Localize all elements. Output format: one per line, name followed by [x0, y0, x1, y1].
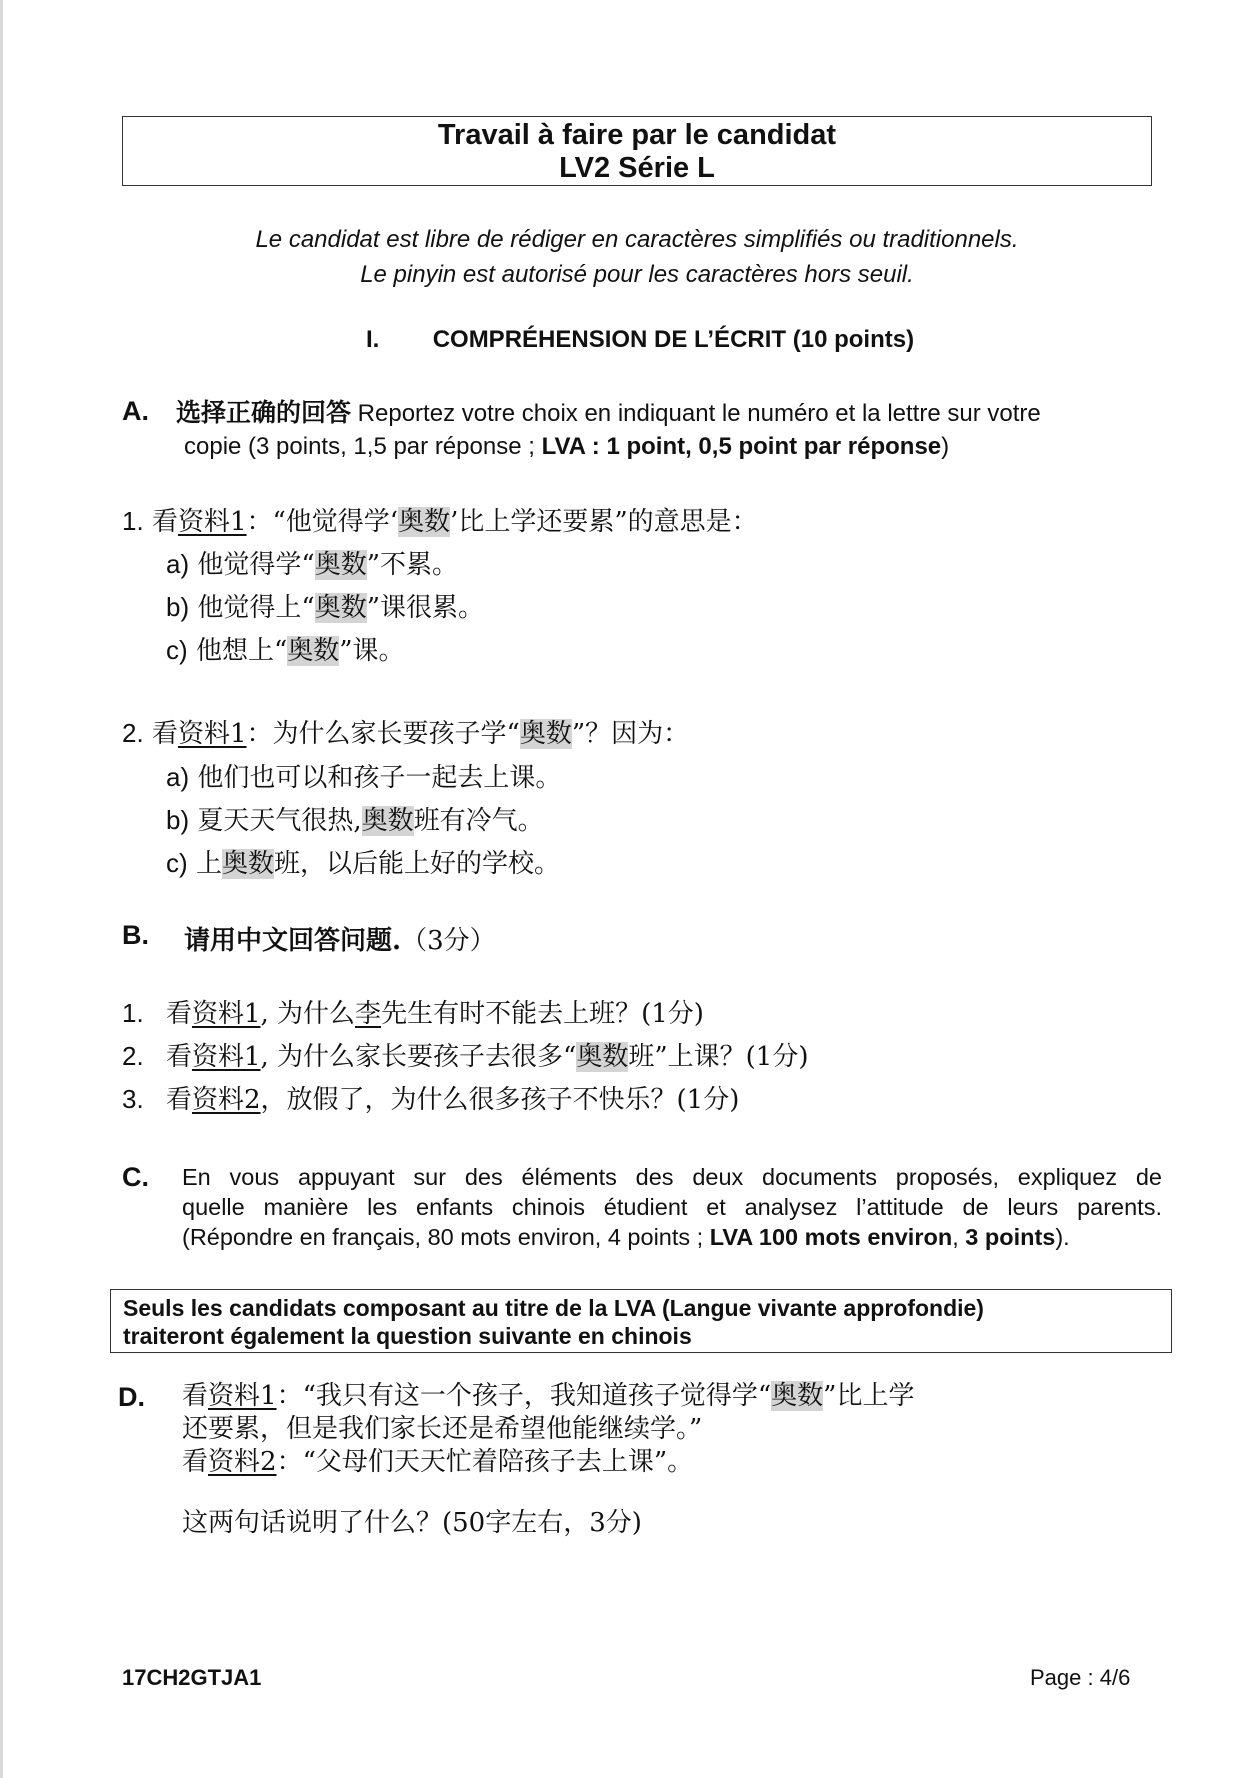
question-text: 先生有时不能去上班？(1分) — [381, 999, 704, 1029]
part-c-line-1: En vous appuyant sur des éléments des deux documents proposés, expliquez de — [182, 1164, 1162, 1190]
part-c-text-span: (Répondre en français, 80 mots environ, 4 points ; — [182, 1224, 710, 1250]
part-a-title: 选择正确的回答 — [176, 398, 352, 427]
a-question-2 — [122, 713, 689, 754]
question-number: 2. — [122, 718, 144, 748]
part-c-text-span: , — [952, 1224, 966, 1250]
lva-notice-line-1: Seuls les candidats composant au titre de la LVA (Langue vivante approfondie) — [123, 1295, 984, 1321]
option-label: a) — [166, 762, 190, 792]
stem-text: ”？因为： — [571, 719, 690, 749]
part-a-letter: A. — [122, 396, 149, 426]
option-label: c) — [166, 848, 188, 878]
a-question-1 — [122, 501, 758, 542]
stem-text: ：“他觉得学‘ — [246, 507, 399, 537]
part-b-points: （3分） — [401, 926, 496, 956]
part-a-instr-close: ) — [941, 433, 950, 460]
question-number: 1. — [122, 998, 144, 1028]
instruction-line-2: Le pinyin est autorisé pour les caractères hors seuil. — [360, 261, 914, 288]
footer-page-number: Page : 4/6 — [1030, 1665, 1131, 1690]
part-d-line-1 — [182, 1380, 914, 1413]
title-line-1: Travail à faire par le candidat — [437, 119, 837, 151]
part-d-text — [182, 1380, 914, 1540]
highlighted-term: 奥数 — [771, 1381, 824, 1411]
title-box — [122, 116, 1152, 186]
look-text: 看 — [165, 999, 192, 1029]
part-c-letter: C. — [122, 1162, 149, 1192]
option-label: c) — [166, 635, 188, 665]
part-c-text-span: ). — [1055, 1224, 1070, 1250]
look-text: 看 — [165, 1042, 192, 1072]
b-question-2 — [122, 1036, 808, 1077]
lva-notice-box — [110, 1289, 1172, 1353]
a-q1-option-c — [166, 629, 405, 673]
doc-reference: 资料1 — [208, 1381, 277, 1411]
part-c-line-2: quelle manière les enfants chinois étudient et analysez l’attitude de leurs parents. — [182, 1194, 1162, 1220]
section-title: COMPRÉHENSION DE L’ÉCRIT (10 points) — [432, 326, 915, 353]
question-text: ，放假了，为什么很多孩子不快乐？(1分) — [260, 1085, 740, 1115]
option-text: 他觉得上“ — [197, 593, 315, 623]
section-numeral: I. — [366, 326, 380, 353]
doc-reference: 资料2 — [208, 1447, 277, 1477]
instructions — [122, 222, 1152, 292]
question-number: 1. — [122, 506, 144, 536]
page-edge — [0, 0, 3, 1778]
highlighted-term: 奥数 — [398, 507, 451, 537]
option-label: b) — [166, 805, 190, 835]
highlighted-term: 奥数 — [361, 806, 414, 836]
part-d-question: 这两句话说明了什么？(50字左右，3分) — [182, 1508, 642, 1538]
option-text: 夏天天气很热, — [197, 806, 362, 836]
question-text: 班”上课？(1分) — [628, 1042, 809, 1072]
option-text: ”课很累。 — [366, 593, 484, 623]
part-a-instr-lva: LVA : 1 point, 0,5 point par réponse — [541, 433, 942, 460]
stem-text: ’比上学还要累”的意思是： — [450, 507, 758, 537]
option-label: a) — [166, 549, 190, 579]
option-text: 上 — [195, 849, 222, 879]
footer-code: 17CH2GTJA1 — [122, 1665, 262, 1690]
highlighted-term: 奥数 — [287, 636, 340, 666]
b-question-3 — [122, 1079, 739, 1120]
section-1-heading — [366, 326, 914, 354]
option-text: ”不累。 — [366, 550, 458, 580]
highlighted-term: 奥数 — [314, 593, 367, 623]
doc-reference: 资料1 — [177, 507, 247, 537]
quote-text: ”比上学 — [823, 1381, 915, 1411]
stem-text: ：为什么家长要孩子学“ — [246, 719, 520, 749]
look-text: 看 — [182, 1381, 209, 1411]
question-text: , 为什么 — [260, 999, 356, 1029]
highlighted-term: 奥数 — [519, 719, 572, 749]
part-c-line-3 — [182, 1222, 1162, 1252]
option-text: 他觉得学“ — [197, 550, 315, 580]
quote-text: ：“我只有这一个孩子，我知道孩子觉得学“ — [276, 1381, 772, 1411]
lva-notice-line-2: traiteront également la question suivante en chinois — [123, 1323, 692, 1349]
part-a-instr-2: copie (3 points, 1,5 par réponse ; — [184, 433, 542, 460]
highlighted-term: 奥数 — [314, 550, 367, 580]
part-a-instr: Reportez votre choix en indiquant le numéro et la lettre sur votre — [351, 400, 1041, 427]
part-c-text — [182, 1162, 1162, 1252]
option-text: ”课。 — [339, 636, 405, 666]
a-q2-option-b — [166, 799, 544, 843]
part-c-lva-words: LVA 100 mots environ — [709, 1224, 953, 1250]
part-c-lva-points: 3 points — [965, 1224, 1056, 1250]
part-b-heading — [184, 920, 496, 957]
quote-text: ：“父母们天天忙着陪孩子去上课”。 — [276, 1447, 694, 1477]
part-d-letter: D. — [118, 1382, 145, 1412]
doc-reference: 资料1 — [177, 719, 247, 749]
doc-reference: 资料2 — [191, 1085, 261, 1115]
option-text: 他们也可以和孩子一起去上课。 — [197, 763, 562, 793]
a-q1-option-a — [166, 543, 458, 587]
look-text: 看 — [182, 1447, 209, 1477]
option-text: 班，以后能上好的学校。 — [273, 849, 560, 879]
b-question-1 — [122, 993, 704, 1034]
question-text: , 为什么家长要孩子去很多“ — [260, 1042, 577, 1072]
look-text: 看 — [151, 507, 178, 537]
a-q1-option-b — [166, 586, 484, 630]
a-q2-option-c — [166, 842, 560, 886]
question-number: 3. — [122, 1084, 144, 1114]
a-q2-option-a — [166, 756, 561, 800]
part-d-line-3 — [182, 1446, 914, 1479]
doc-reference: 资料1 — [191, 999, 261, 1029]
highlighted-term: 奥数 — [576, 1042, 629, 1072]
look-text: 看 — [151, 719, 178, 749]
question-number: 2. — [122, 1041, 144, 1071]
part-b-letter: B. — [122, 920, 149, 950]
option-text: 班有冷气。 — [413, 806, 544, 836]
part-d-line-2: 还要累，但是我们家长还是希望他能继续学。” — [182, 1414, 703, 1444]
name-underlined: 李 — [355, 999, 382, 1029]
part-b-title: 请用中文回答问题. — [184, 926, 402, 956]
doc-reference: 资料1 — [191, 1042, 261, 1072]
option-text: 他想上“ — [195, 636, 288, 666]
option-label: b) — [166, 592, 190, 622]
highlighted-term: 奥数 — [221, 849, 274, 879]
look-text: 看 — [165, 1085, 192, 1115]
part-a-instructions — [176, 396, 1161, 463]
title-line-2: LV2 Série L — [559, 152, 715, 184]
instruction-line-1: Le candidat est libre de rédiger en caractères simplifiés ou traditionnels. — [255, 226, 1019, 253]
